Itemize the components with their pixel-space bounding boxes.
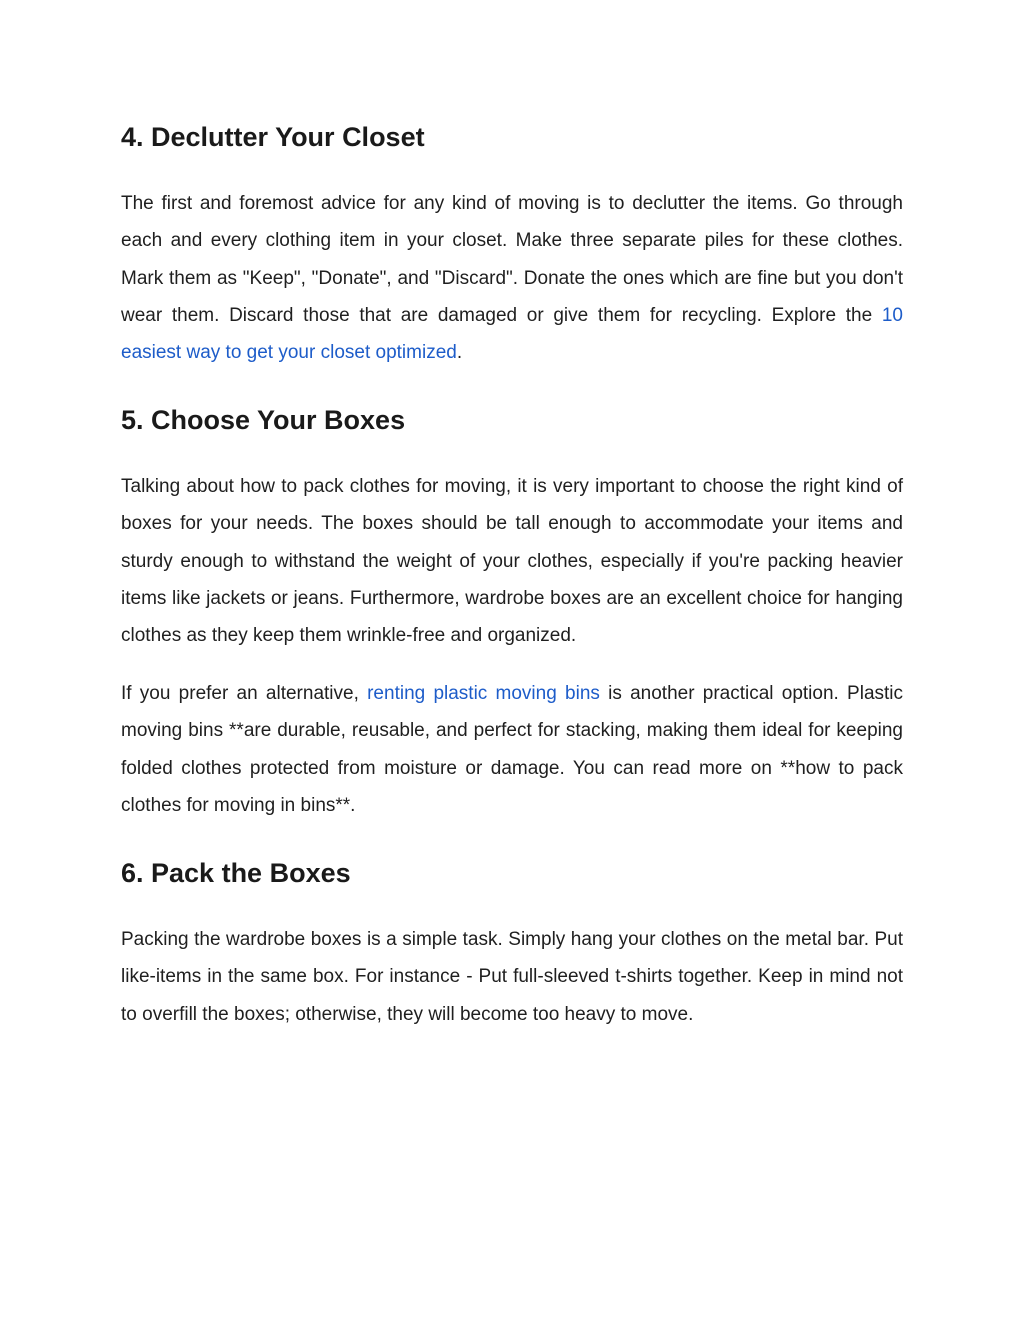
section-heading-choose-boxes: 5. Choose Your Boxes (121, 405, 406, 435)
renting-plastic-bins-link[interactable]: renting plastic moving bins (367, 683, 600, 704)
section-heading-pack-boxes: 6. Pack the Boxes (121, 858, 351, 888)
paragraph-choose-boxes: Talking about how to pack clothes for moving, it is very important to choose the right kind of boxes for your needs. The boxes should be tall enough to accommodate your items and sturdy enough to withstand the weight of your clothes, especially if you're packing heavier items like jackets or jeans. Furthermore, wardrobe boxes are an excellent choice for hanging clothes as they keep them wrinkle-free and organized. (121, 476, 903, 647)
paragraph-text-start: If you prefer an alternative, (121, 683, 368, 704)
paragraph-text-end: . (456, 342, 463, 364)
paragraph-text: The first and foremost advice for any kind of moving is to declutter the items. Go through each and every clothing item in your closet. Make three separate piles for these clothes. Mark them as "Keep", "Donate", and "Discard". Donate the ones which are fine but you don't wear them. Discard those that are damaged or give them for recycling. Explore the (121, 193, 903, 326)
closet-optimized-link[interactable]: 10 easiest way to get your closet optimized (121, 304, 903, 364)
paragraph-declutter (121, 185, 903, 371)
paragraph-pack-boxes: Packing the wardrobe boxes is a simple task. Simply hang your clothes on the metal bar. Put like-items in the same box. For instance - Put full-sleeved t-shirts together. Keep in mind not to overfill the boxes; otherwise, they will become too heavy to move. (121, 929, 903, 1025)
paragraph-text: is another practical option. Plastic moving bins **are durable, reusable, and perfect for stacking, making them ideal for keeping folded clothes protected from moisture or damage. You can read more on **how to pack clothes for moving in bins**. (121, 683, 904, 816)
section-heading-declutter: 4. Declutter Your Closet (121, 122, 425, 152)
paragraph-plastic-bins (121, 675, 903, 824)
